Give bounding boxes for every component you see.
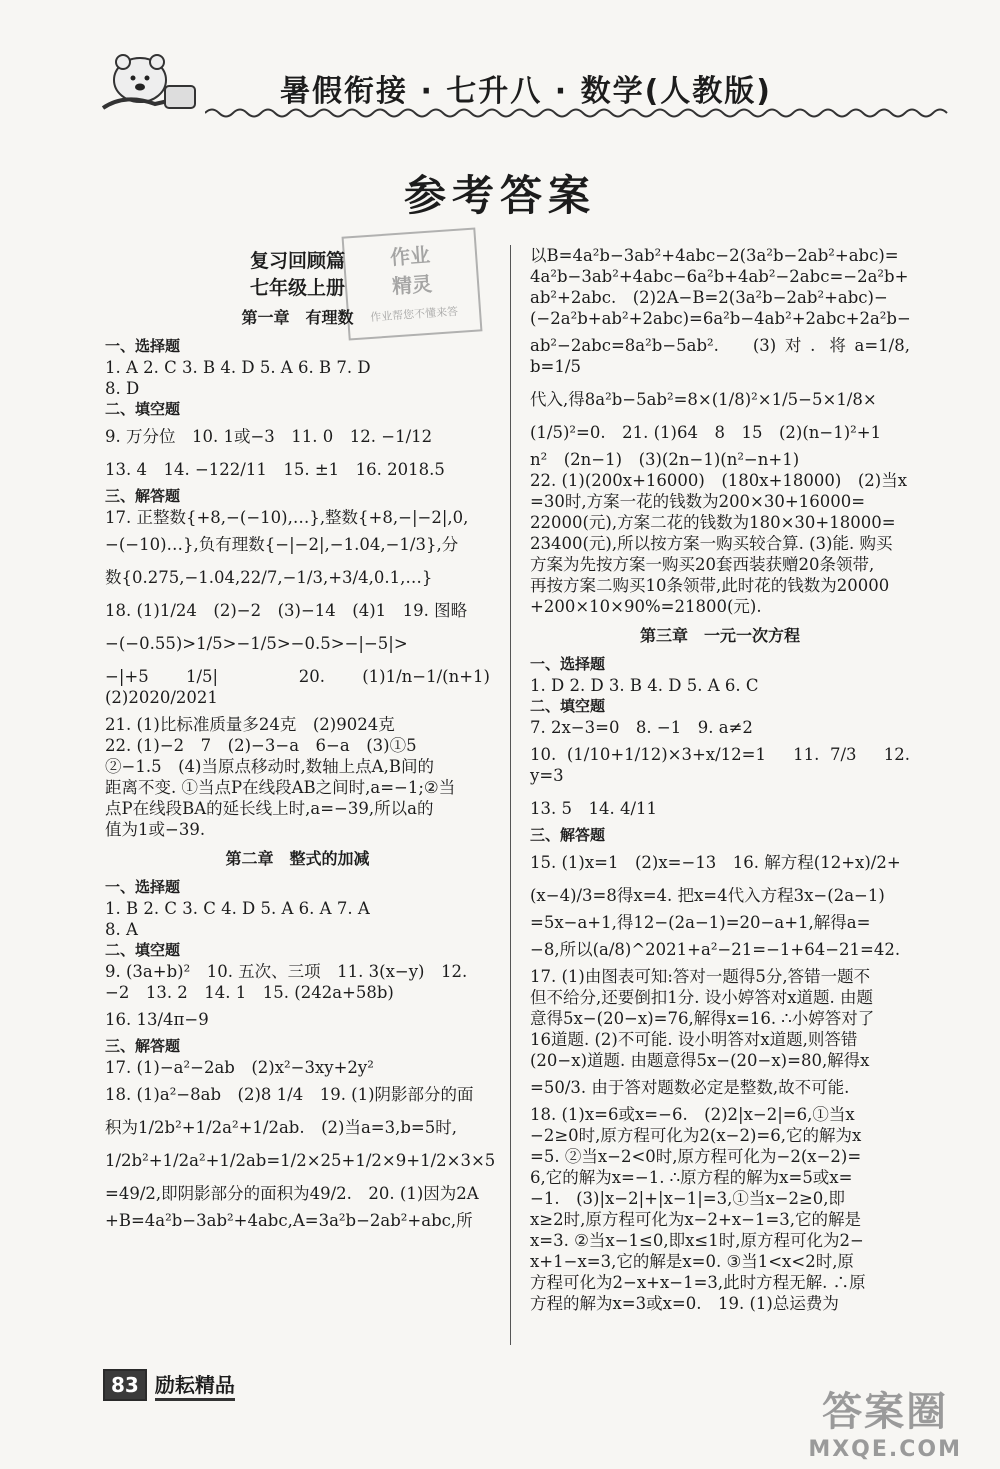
answer-line: 8. D <box>105 379 140 398</box>
answer-line: (x−4)/3=8得x=4. 把x=4代入方程3x−(2a−1) <box>530 886 885 905</box>
subsection-heading: 一、选择题 <box>105 337 181 355</box>
answer-line: 18. (1)a²−8ab (2)8 1/4 19. (1)阴影部分的面 <box>105 1085 474 1104</box>
subsection-heading: 三、解答题 <box>105 487 181 505</box>
answer-line: −8,所以(a/8)^2021+a²−21=−1+64−21=42. <box>530 940 901 959</box>
answer-line: 7. 2x−3=0 8. −1 9. a≠2 <box>530 718 753 737</box>
subsection-heading: 二、填空题 <box>105 941 181 959</box>
answer-line: +B=4a²b−3ab²+4abc,A=3a²b−2ab²+abc,所 <box>105 1211 473 1230</box>
answer-line: 1. A 2. C 3. B 4. D 5. A 6. B 7. D <box>105 358 371 377</box>
answer-line: (1/5)²=0. 21. (1)64 8 15 (2)(n−1)²+1 <box>530 423 882 442</box>
answer-line: x=3. ②当x−1≤0,即x≤1时,原方程可化为2− <box>530 1231 864 1250</box>
answer-line: (−2a²b+ab²+2abc)=6a²b−4ab²+2abc+2a²b− <box>530 309 911 328</box>
answer-line: 9. (3a+b)² 10. 五次、三项 11. 3(x−y) 12. <box>105 962 468 981</box>
answer-line: 13. 5 14. 4/11 <box>530 799 658 818</box>
chapter-2-title: 第二章 整式的加减 <box>225 849 370 868</box>
answer-line: 21. (1)比标准质量多24克 (2)9024克 <box>105 715 395 734</box>
page-title: 参考答案 <box>403 171 596 220</box>
subsection-heading: 一、选择题 <box>105 878 181 896</box>
answer-line: x+1−x=3,它的解是x=0. ③当1<x<2时,原 <box>530 1252 854 1271</box>
footer-brand: 励耘精品 <box>155 1369 235 1401</box>
page-footer <box>103 1368 235 1402</box>
page-header <box>95 38 955 118</box>
subsection-heading: 二、填空题 <box>530 697 606 715</box>
answer-line: 22. (1)(200x+16000) (180x+18000) (2)当x <box>530 471 908 490</box>
section-title: 复习回顾篇 <box>249 250 345 272</box>
chapter-3-title: 第三章 一元一次方程 <box>639 626 800 645</box>
answer-line: =5. ②当x−2<0时,原方程可化为−2(x−2)= <box>530 1147 862 1166</box>
page-number: 83 <box>103 1369 147 1401</box>
stamp-line-2: 精灵 <box>391 271 433 299</box>
answer-line: =30时,方案一花的钱数为200×30+16000= <box>530 492 866 511</box>
stamp-line-1: 作业 <box>389 242 431 270</box>
subsection-heading: 二、填空题 <box>105 400 181 418</box>
answer-line: −1. (3)|x−2|+|x−1|=3,①当x−2≥0,即 <box>530 1189 846 1208</box>
answer-line: 但不给分,还要倒扣1分. 设小婷答对x道题. 由题 <box>530 988 874 1007</box>
answer-line: =50/3. 由于答对题数必定是整数,故不可能. <box>530 1078 850 1097</box>
answer-line: 22000(元),方案二花的钱数为180×30+18000= <box>530 513 896 532</box>
answer-line: 18. (1)1/24 (2)−2 (3)−14 (4)1 19. 图略 <box>105 601 468 620</box>
answer-line: 方程可化为2−x+x−1=3,此时方程无解. ∴原 <box>530 1273 866 1292</box>
left-column <box>105 245 507 1231</box>
answer-line: 9. 万分位 10. 1或−3 11. 0 12. −1/12 <box>105 427 433 446</box>
answer-line: 17. (1)由图表可知:答对一题得5分,答错一题不 <box>530 967 871 986</box>
answer-line: 6,它的解为x=−1. ∴原方程的解为x=5或x= <box>530 1168 853 1187</box>
answer-line: −(−0.55)>1/5>−1/5>−0.5>−|−5|> <box>105 634 408 653</box>
answer-line: 13. 4 14. −122/11 15. ±1 16. 2018.5 <box>105 460 445 479</box>
answer-line: +200×10×90%=21800(元). <box>530 597 762 616</box>
subsection-heading: 三、解答题 <box>530 826 606 844</box>
answer-line: =5x−a+1,得12−(2a−1)=20−a+1,解得a= <box>530 913 871 932</box>
header-title: 暑假衔接 · 七升八 · 数学(人教版) <box>280 74 772 109</box>
answer-line: 再按方案二购买10条领带,此时花的钱数为20000 <box>530 576 890 595</box>
answer-line: 积为1/2b²+1/2a²+1/2ab. (2)当a=3,b=5时, <box>105 1118 457 1137</box>
column-divider <box>510 245 511 1345</box>
subsection-heading: 一、选择题 <box>530 655 606 673</box>
answer-line: 10. (1/10+1/12)×3+x/12=1 11. 7/3 12. y=3 <box>530 745 910 785</box>
answer-line: 距离不变. ①当点P在线段AB之间时,a=−1;②当 <box>105 778 456 797</box>
right-column <box>530 245 910 1314</box>
answer-line: 方程的解为x=3或x=0. 19. (1)总运费为 <box>530 1294 839 1313</box>
answer-line: n² (2n−1) (3)(2n−1)(n²−n+1) <box>530 450 800 469</box>
answer-line: 1. D 2. D 3. B 4. D 5. A 6. C <box>530 676 759 695</box>
answer-line: 意得5x−(20−x)=76,解得x=16. ∴小婷答对了 <box>530 1009 875 1028</box>
answer-line: =49/2,即阴影部分的面积为49/2. 20. (1)因为2A <box>105 1184 479 1203</box>
answer-line: 以B=4a²b−3ab²+4abc−2(3a²b−2ab²+abc)= <box>530 246 899 265</box>
answer-line: 22. (1)−2 7 (2)−3−a 6−a (3)①5 <box>105 736 417 755</box>
answer-line: −|+5 1/5| 20. (1)1/n−1/(n+1) (2)2020/2021 <box>105 667 507 707</box>
answer-line: 15. (1)x=1 (2)x=−13 16. 解方程(12+x)/2+ <box>530 853 901 872</box>
answer-line: 8. A <box>105 920 138 939</box>
bear-mascot-icon <box>95 38 215 118</box>
answer-line: 17. 正整数{+8,−(−10),…},整数{+8,−|−2|,0, <box>105 508 469 527</box>
answer-line: −2≥0时,原方程可化为2(x−2)=6,它的解为x <box>530 1126 862 1145</box>
answer-line: 1/2b²+1/2a²+1/2ab=1/2×25+1/2×9+1/2×3×5 <box>105 1151 496 1170</box>
subsection-heading: 三、解答题 <box>105 1037 181 1055</box>
answer-line: x≥2时,原方程可化为x−2+x−1=3,它的解是 <box>530 1210 862 1229</box>
grade-title: 七年级上册 <box>249 277 345 299</box>
answer-line: (20−x)道题. 由题意得5x−(20−x)=80,解得x <box>530 1051 870 1070</box>
stamp-line-3: 作业帮您不懂来答 <box>369 304 459 324</box>
answer-line: 17. (1)−a²−2ab (2)x²−3xy+2y² <box>105 1058 374 1077</box>
header-wave-divider <box>205 106 955 120</box>
answer-line: 16道题. (2)不可能. 设小明答对x道题,则答错 <box>530 1030 858 1049</box>
answer-line: 代入,得8a²b−5ab²=8×(1/8)²×1/5−5×1/8× <box>530 390 877 409</box>
chapter-1-title: 第一章 有理数 <box>241 308 354 327</box>
answer-line: 4a²b−3ab²+4abc−6a²b+4ab²−2abc=−2a²b+ <box>530 267 909 286</box>
site-watermark <box>808 1380 962 1462</box>
answer-line: 18. (1)x=6或x=−6. (2)2|x−2|=6,①当x <box>530 1105 855 1124</box>
answer-line: 点P在线段BA的延长线上时,a=−39,所以a的 <box>105 799 434 818</box>
answer-line: 值为1或−39. <box>105 820 206 839</box>
answer-line: ab²−2abc=8a²b−5ab². (3)对. 将a=1/8, b=1/5 <box>530 336 910 376</box>
answer-line: 方案为先按方案一购买20套西装获赠20条领带, <box>530 555 875 574</box>
answer-line: 23400(元),所以按方案一购买较合算. (3)能. 购买 <box>530 534 893 553</box>
watermark-line-1: 答案圈 <box>822 1389 949 1435</box>
answer-line: 数{0.275,−1.04,22/7,−1/3,+3/4,0.1,…} <box>105 568 433 587</box>
watermark-line-2: MXQE.COM <box>808 1437 962 1462</box>
answer-line: −(−10)…},负有理数{−|−2|,−1.04,−1/3},分 <box>105 535 459 554</box>
answer-line: ②−1.5 (4)当原点移动时,数轴上点A,B间的 <box>105 757 434 776</box>
answer-line: −2 13. 2 14. 1 15. (242a+58b) <box>105 983 394 1002</box>
answer-line: ab²+2abc. (2)2A−B=2(3a²b−2ab²+abc)− <box>530 288 888 307</box>
answer-line: 1. B 2. C 3. C 4. D 5. A 6. A 7. A <box>105 899 370 918</box>
answer-line: 16. 13/4π−9 <box>105 1010 209 1029</box>
